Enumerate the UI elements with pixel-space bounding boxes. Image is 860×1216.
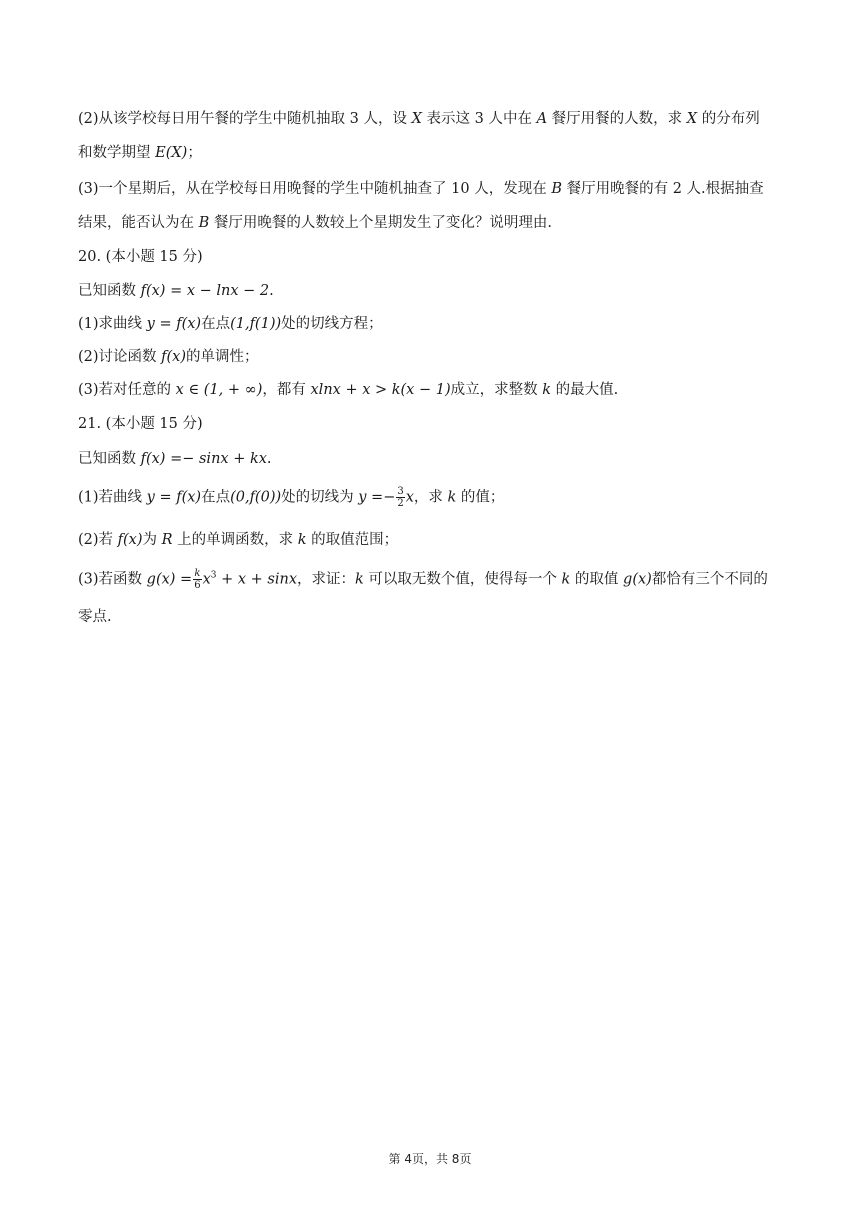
math-var: A [536, 111, 548, 127]
fraction-numerator: k [194, 568, 201, 579]
math-interval: x ∈ (1, + ∞) [175, 382, 263, 398]
text: 在点 [201, 489, 231, 506]
text: (3)若函数 [78, 571, 147, 588]
math-var: B [551, 181, 562, 197]
math-var: X [411, 111, 422, 127]
text: 的最大值. [551, 382, 619, 398]
math-point: (0,f(0)) [230, 489, 282, 506]
text: 可以取无数个值，使得每一个 [363, 571, 562, 588]
math-var: k [542, 382, 552, 398]
text: ，求 [413, 489, 448, 506]
text: 的取值 [570, 571, 624, 588]
text: 餐厅用晚餐的人数较上个星期发生了变化？说明理由. [209, 215, 552, 231]
q21-given [78, 448, 272, 470]
text: ，都有 [262, 382, 311, 398]
text: 已知函数 [78, 451, 141, 467]
q21-part3-line1 [78, 568, 768, 591]
text: 在点 [201, 316, 231, 332]
text: 都恰有三个不同的 [651, 571, 768, 588]
q19-part3-line2 [78, 212, 552, 234]
math-set: R [161, 532, 173, 548]
text: (2)从该学校每日用午餐的学生中随机抽取 3 人，设 [78, 111, 412, 127]
math-function: f(x) = x − lnx − 2 [140, 283, 270, 299]
text: (2)讨论函数 [78, 349, 162, 365]
math-var: x [202, 571, 211, 588]
q21-part2 [78, 529, 398, 551]
math-expression: + x + sinx [216, 571, 298, 588]
text: 已知函数 [78, 283, 141, 299]
math-expectation: E(X) [155, 145, 188, 161]
q20-part2 [78, 346, 259, 368]
math-point: (1,f(1)) [230, 316, 282, 332]
q20-given [78, 280, 274, 302]
math-function: f(x) [161, 349, 187, 365]
math-lhs: y =− [358, 489, 396, 506]
math-curve: y = f(x) [146, 316, 202, 332]
text: 表示这 3 人中在 [421, 111, 537, 127]
text: . [266, 451, 272, 467]
q20-part3 [78, 379, 618, 401]
text: 上的单调函数，求 [172, 532, 298, 548]
text: (3)一个星期后，从在学校每日用晚餐的学生中随机抽查了 10 人，发现在 [78, 181, 552, 197]
text: 和数学期望 [78, 145, 156, 161]
math-var: k [297, 532, 307, 548]
q19-part2-line2 [78, 142, 202, 164]
math-function: f(x) [117, 532, 143, 548]
text: (1)若曲线 [78, 489, 147, 506]
text: 的取值范围； [306, 532, 399, 548]
text: 的分布列 [697, 111, 760, 127]
text: 结果，能否认为在 [78, 215, 199, 231]
fraction-denominator: 6 [194, 580, 201, 591]
q21-part3-line2 [78, 606, 112, 628]
text: 处的切线为 [281, 489, 359, 506]
q19-part2-line1 [78, 108, 760, 130]
math-var: x [405, 489, 414, 506]
text: 的值； [456, 489, 505, 506]
text: 餐厅用晚餐的有 2 人.根据抽查 [561, 181, 764, 197]
q19-part3-line1 [78, 178, 764, 200]
text: 成立，求整数 [450, 382, 543, 398]
text: 零点. [78, 609, 112, 625]
math-inequality: xlnx + x > k(x − 1) [310, 382, 451, 398]
q21-header: 21. (本小题 15 分) [78, 416, 203, 432]
text: ，求证： [297, 571, 356, 588]
q20-header: 20. (本小题 15 分) [78, 249, 203, 265]
math-lhs: g(x) = [146, 571, 193, 588]
page-footer: 第 4页，共 8页 [388, 1152, 472, 1166]
math-fraction [193, 568, 201, 591]
text: . [269, 283, 274, 299]
math-var: k [561, 571, 571, 588]
fraction-numerator: 3 [397, 486, 404, 497]
math-function: f(x) =− sinx + kx [140, 451, 267, 467]
math-curve: y = f(x) [146, 489, 202, 506]
text: (2)若 [78, 532, 118, 548]
q20-part1 [78, 313, 383, 335]
fraction-denominator: 2 [397, 498, 404, 509]
q21-part1 [78, 486, 504, 509]
math-var: k [447, 489, 457, 506]
text: 餐厅用餐的人数，求 [547, 111, 687, 127]
text: ； [187, 145, 202, 161]
text: 处的切线方程； [281, 316, 383, 332]
math-function: g(x) [623, 571, 652, 588]
math-var: k [355, 571, 364, 588]
math-var: B [198, 215, 210, 231]
math-var: X [686, 111, 698, 127]
text: (1)求曲线 [78, 316, 147, 332]
math-exponent: 3 [210, 570, 217, 581]
text: 的单调性； [186, 349, 259, 365]
text: (3)若对任意的 [78, 382, 176, 398]
math-fraction [396, 486, 404, 509]
text: 为 [142, 532, 162, 548]
